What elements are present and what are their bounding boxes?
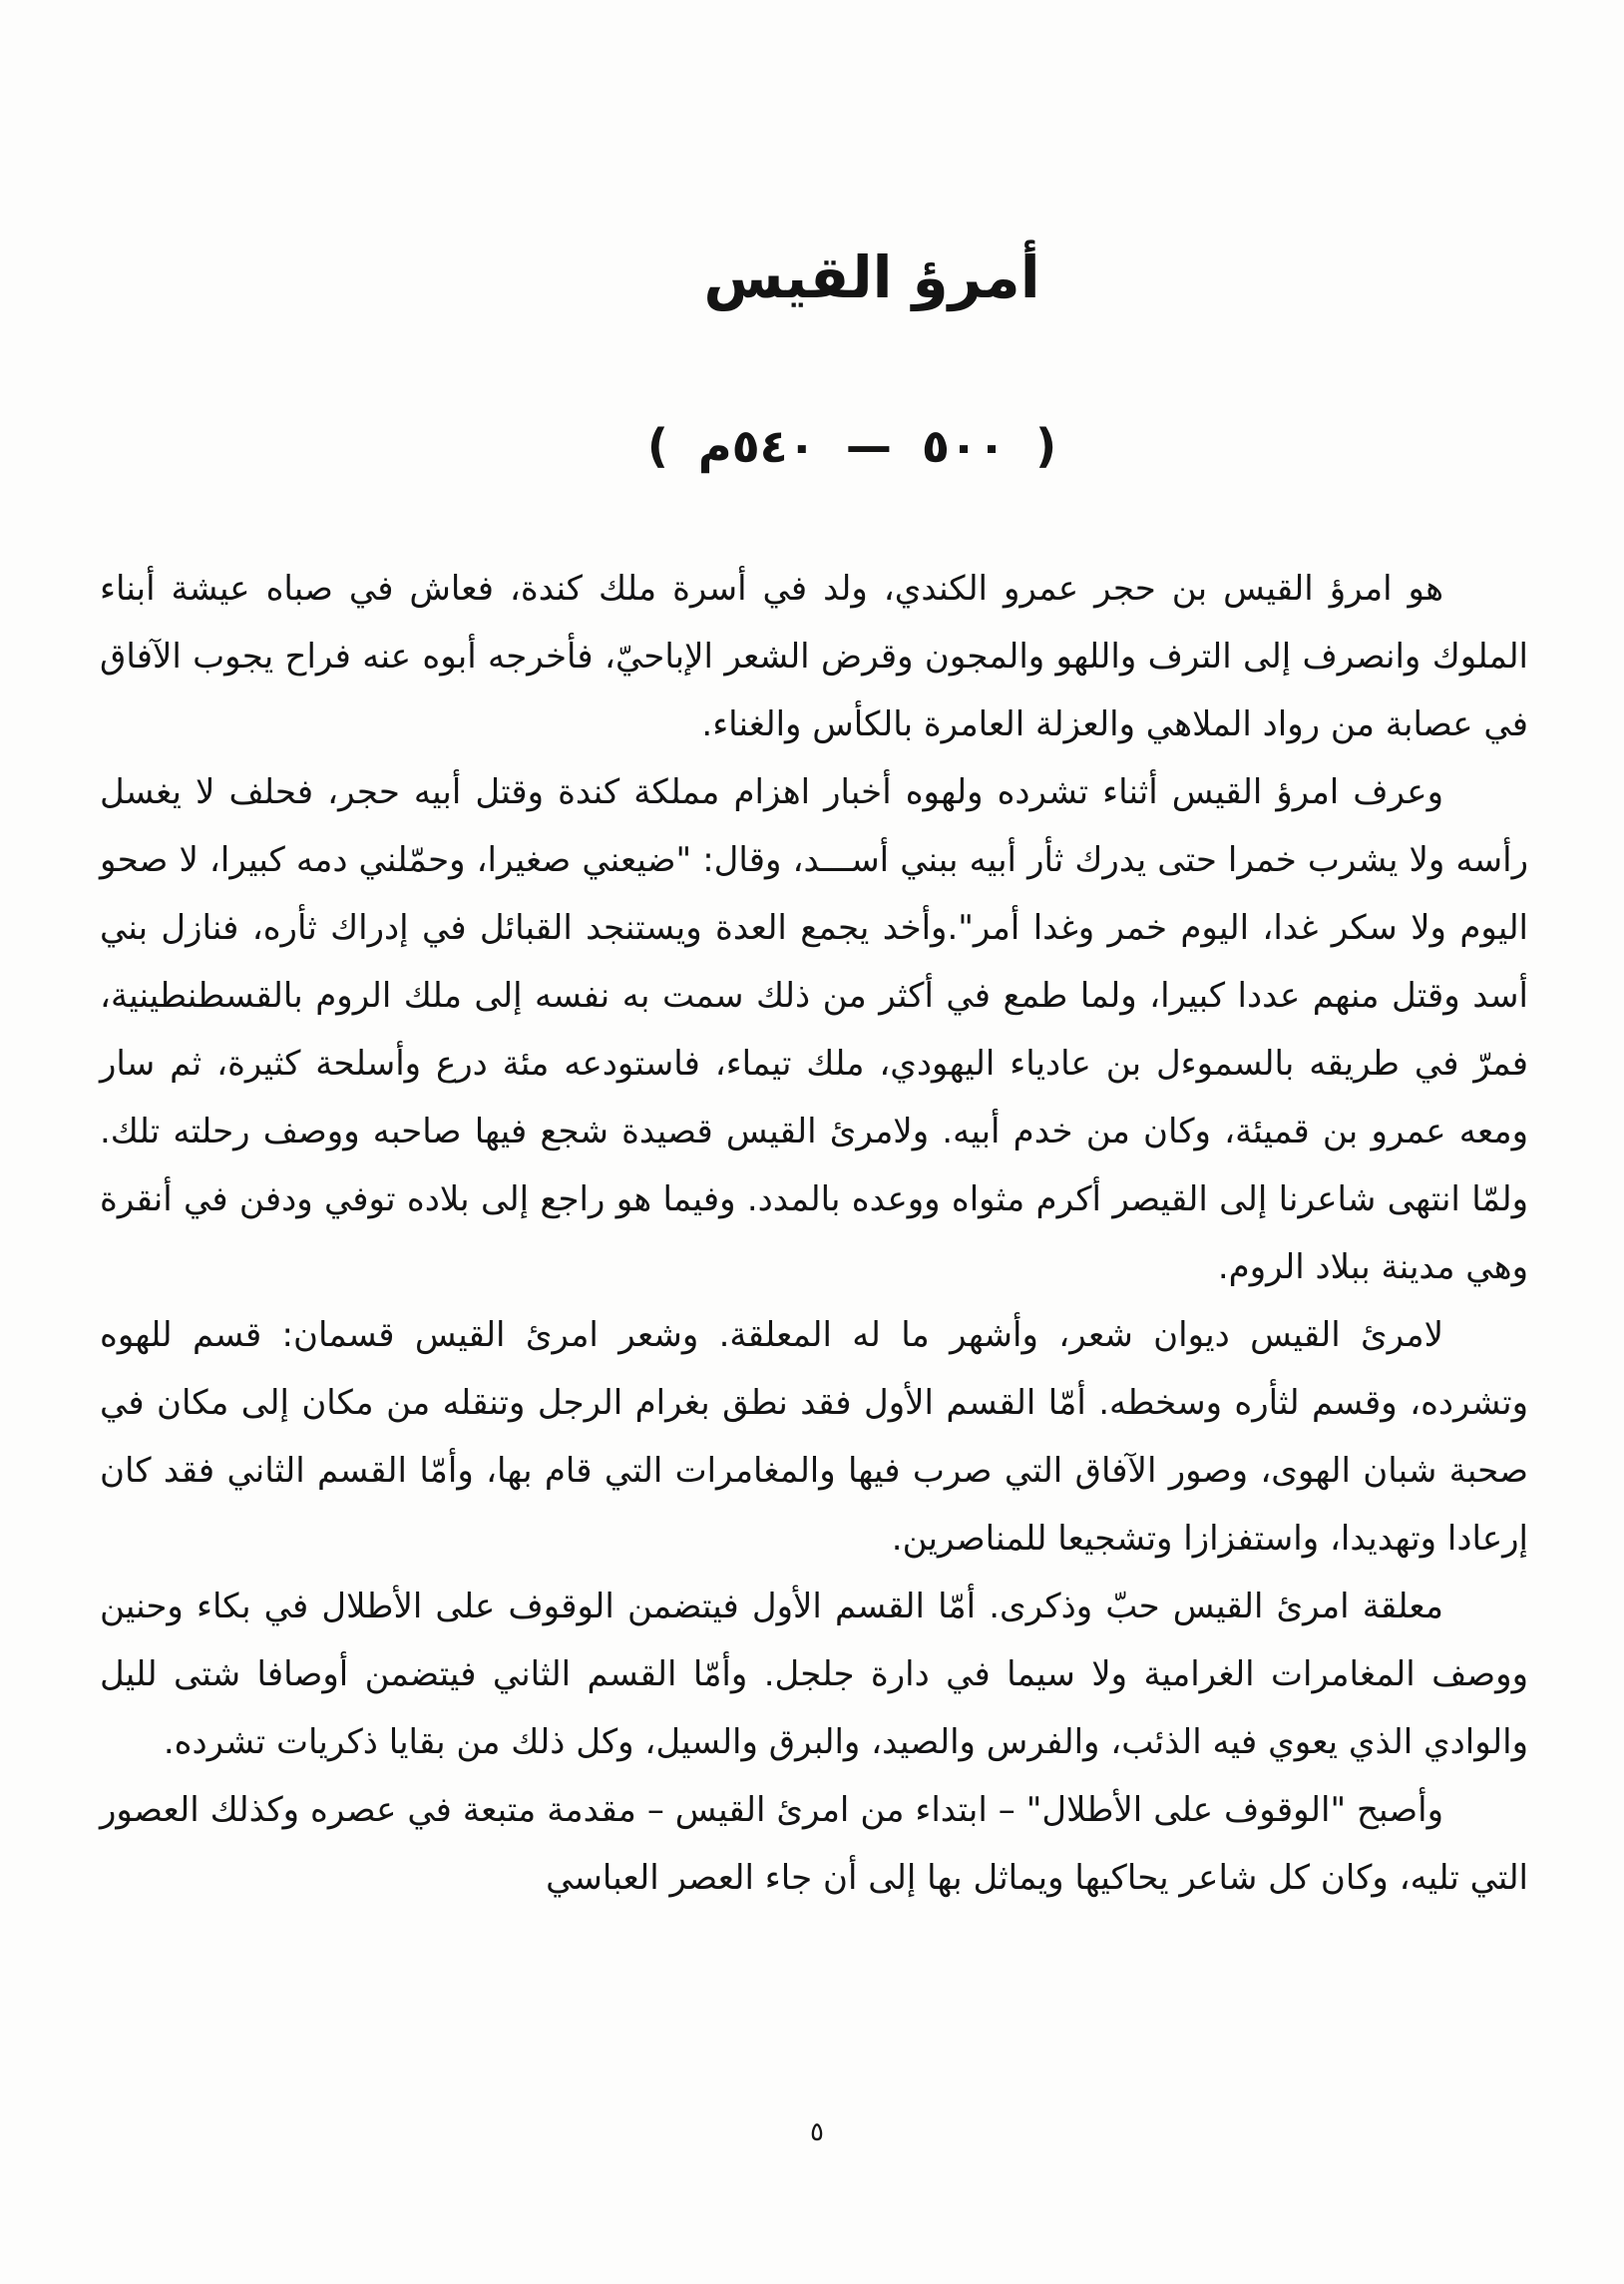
body-paragraph-3: لامرئ القيس ديوان شعر، وأشهر ما له المعلقة. وشعر امرئ القيس قسمان: قسم للهوه وتشرده، وقسم لثأره وسخطه. أمّا القسم الأول فقد نطق بغرام الرجل وتنقله من مكان إلى مكان في صحبة شبان الهوى، وصور الآفاق التي صرب فيها والمغامرات التي قام بها، وأمّا القسم الثاني فقد كان إرعادا وتهديدا، واستفزازا وتشجيعا للمناصرين. <box>100 1315 1528 1559</box>
body-paragraph-4: معلقة امرئ القيس حبّ وذكرى. أمّا القسم الأول فيتضمن الوقوف على الأطلال في بكاء وحنين ووصف المغامرات الغرامية ولا سيما في دارة جلجل. وأمّا القسم الثاني فيتضمن أوصافا شتى لليل والوادي الذي يعوي فيه الذئب، والفرس والصيد، والبرق والسيل، وكل ذلك من بقايا ذكريات تشرده. <box>100 1587 1528 1762</box>
date-range: ( ٥٠٠ — ٥٤٠م ) <box>646 419 1057 473</box>
body-paragraph-1: هو امرؤ القيس بن حجر عمرو الكندي، ولد في أسرة ملك كندة، فعاش في صباه عيشة أبناء الملوك وانصرف إلى الترف واللهو والمجون وقرض الشعر الإباحيّ، فأخرجه أبوه عنه فراح يجوب الآفاق في عصابة من رواد الملاهي والعزلة العامرة بالكأس والغناء. <box>100 569 1528 744</box>
body-paragraph-2: وعرف امرؤ القيس أثناء تشرده ولهوه أخبار اهزام مملكة كندة وقتل أبيه حجر، فحلف لا يغسل رأسه ولا يشرب خمرا حتى يدرك ثأر أبيه ببني أســـد، وقال: "ضيعني صغيرا، وحمّلني دمه كبيرا، لا صحو اليوم ولا سكر غدا، اليوم خمر وغدا أمر".وأخد يجمع العدة ويستنجد القبائل في إدراك ثأره، فنازل بني أسد وقتل منهم عددا كبيرا، ولما طمع في أكثر من ذلك سمت به نفسه إلى ملك الروم بالقسطنطينية، فمرّ في طريقه بالسموءل بن عادياء اليهودي، ملك تيماء، فاستودعه مئة درع وأسلحة كثيرة، ثم سار ومعه عمرو بن قميئة، وكان من خدم أبيه. ولامرئ القيس قصيدة شجع فيها صاحبه ووصف رحلته تلك. ولمّا انتهى شاعرنا إلى القيصر أكرم مثواه ووعده بالمدد. وفيما هو راجع إلى بلاده توفي ودفن في أنقرة وهي مدينة ببلاد الروم. <box>100 772 1528 1287</box>
page-title: أمرؤ القيس <box>703 243 1040 311</box>
body-paragraph-5: وأصبح "الوقوف على الأطلال" – ابتداء من امرئ القيس – مقدمة متبعة في عصره وكذلك العصور التي تليه، وكان كل شاعر يحاكيها ويماثل بها إلى أن جاء العصر العباسي <box>100 1790 1528 1898</box>
page-number: ٥ <box>810 2117 824 2147</box>
body-text <box>100 555 1528 1912</box>
